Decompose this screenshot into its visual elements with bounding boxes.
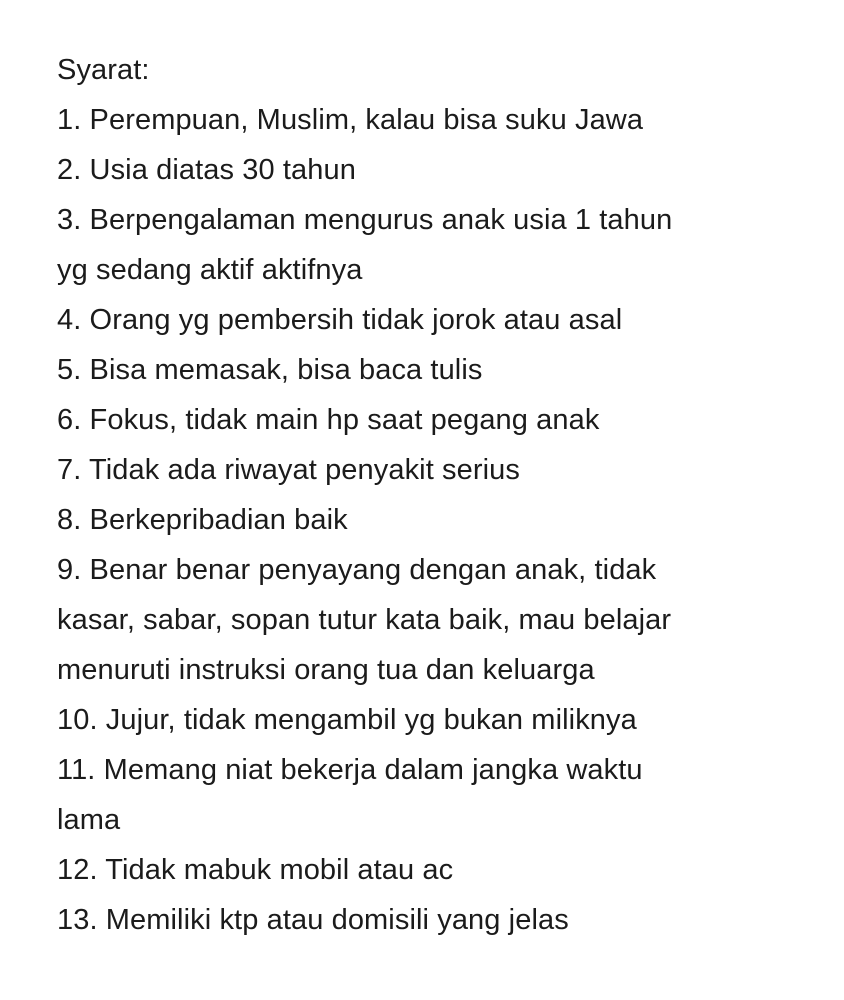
requirements-note xyxy=(57,45,827,945)
requirement-line: 8. Berkepribadian baik xyxy=(57,504,348,536)
requirement-line: 12. Tidak mabuk mobil atau ac xyxy=(57,854,454,886)
requirement-line: menuruti instruksi orang tua dan keluarga xyxy=(57,654,595,686)
note-title: Syarat: xyxy=(57,54,150,86)
requirement-line: 5. Bisa memasak, bisa baca tulis xyxy=(57,354,483,386)
requirement-line: 7. Tidak ada riwayat penyakit serius xyxy=(57,454,520,486)
requirement-line: 11. Memang niat bekerja dalam jangka waktu xyxy=(57,754,643,786)
requirement-line: 1. Perempuan, Muslim, kalau bisa suku Jawa xyxy=(57,104,644,136)
requirement-line: lama xyxy=(57,804,121,836)
requirement-line: 9. Benar benar penyayang dengan anak, tidak xyxy=(57,554,657,586)
requirement-line: 10. Jujur, tidak mengambil yg bukan miliknya xyxy=(57,704,637,736)
requirement-line: 6. Fokus, tidak main hp saat pegang anak xyxy=(57,404,600,436)
requirement-line: kasar, sabar, sopan tutur kata baik, mau belajar xyxy=(57,604,672,636)
requirement-line: 4. Orang yg pembersih tidak jorok atau asal xyxy=(57,304,623,336)
requirement-line: yg sedang aktif aktifnya xyxy=(57,254,363,286)
requirement-line: 3. Berpengalaman mengurus anak usia 1 tahun xyxy=(57,204,673,236)
requirement-line: 13. Memiliki ktp atau domisili yang jelas xyxy=(57,904,569,936)
requirement-line: 2. Usia diatas 30 tahun xyxy=(57,154,356,186)
